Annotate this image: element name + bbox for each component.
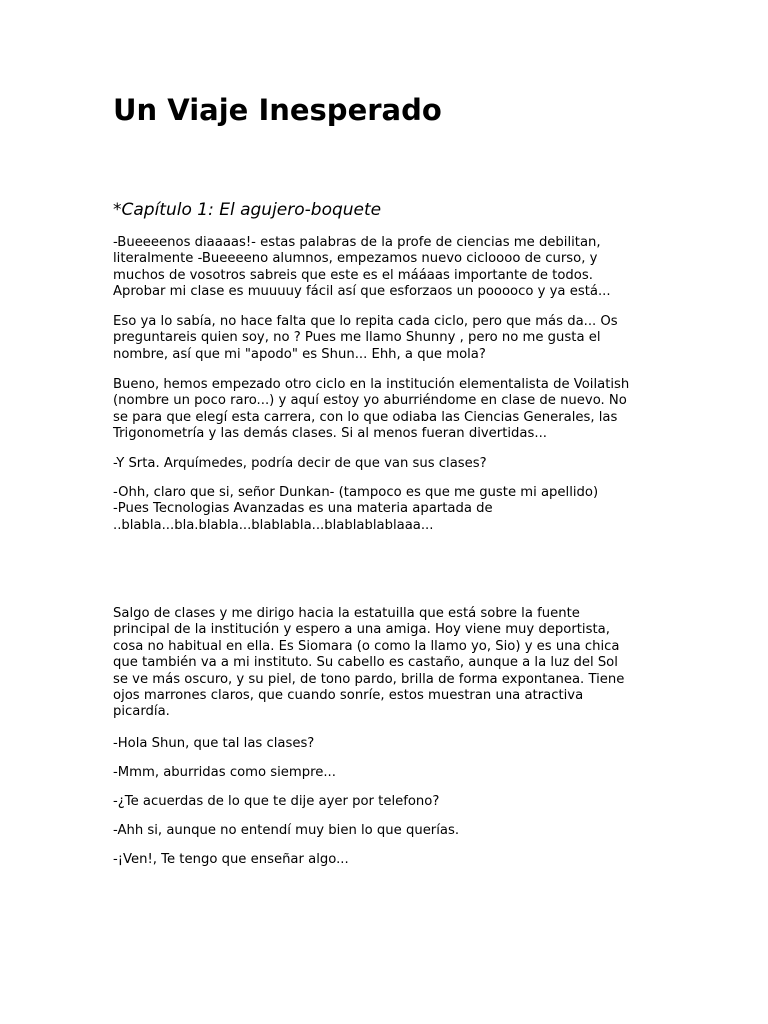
paragraph bbox=[113, 235, 643, 301]
paragraph-line: que también va a mi instituto. Su cabello es castaño, aunque a la luz del Sol bbox=[113, 655, 618, 671]
paragraph-line: Bueno, hemos empezado otro ciclo en la institución elementalista de Voilatish bbox=[113, 377, 630, 392]
paragraph-line: Aprobar mi clase es muuuuy fácil así que esforzaos un pooooco y ya está... bbox=[113, 284, 611, 300]
paragraph-line: -Bueeeenos diaaaas!- estas palabras de la profe de ciencias me debilitan, bbox=[113, 235, 601, 250]
paragraph-line: se ve más oscuro, y su piel, de tono pardo, brilla de forma expontanea. Tiene bbox=[113, 671, 625, 687]
paragraph bbox=[113, 485, 643, 534]
paragraph bbox=[113, 736, 643, 752]
paragraph-line: cosa no habitual en ella. Es Siomara (o como la llamo yo, Sio) y es una chica bbox=[113, 638, 620, 654]
paragraph-line: nombre, así que mi "apodo" es Shun... Ehh, a que mola? bbox=[113, 346, 486, 362]
paragraph bbox=[113, 765, 643, 781]
paragraph-line: -Y Srta. Arquímedes, podría decir de que van sus clases? bbox=[113, 456, 487, 471]
paragraph bbox=[113, 314, 643, 363]
paragraph-line: -Ahh si, aunque no entendí muy bien lo que querías. bbox=[113, 823, 460, 838]
paragraph-line: -¿Te acuerdas de lo que te dije ayer por telefono? bbox=[113, 794, 440, 809]
paragraph-line: (nombre un poco raro...) y aquí estoy yo aburriéndome en clase de nuevo. No bbox=[113, 393, 627, 409]
paragraph-line: -¡Ven!, Te tengo que enseñar algo... bbox=[113, 852, 349, 867]
paragraph-line: se para que elegí esta carrera, con lo que odiaba las Ciencias Generales, las bbox=[113, 409, 618, 425]
paragraph bbox=[113, 794, 643, 810]
paragraph-line: literalmente -Bueeeeno alumnos, empezamos nuevo cicloooo de curso, y bbox=[113, 251, 598, 267]
paragraph-line: -Pues Tecnologias Avanzadas es una materia apartada de bbox=[113, 501, 493, 517]
paragraph bbox=[113, 606, 643, 721]
paragraph-line: Eso ya lo sabía, no hace falta que lo repita cada ciclo, pero que más da... Os bbox=[113, 314, 618, 329]
paragraph bbox=[113, 456, 643, 472]
paragraph bbox=[113, 377, 643, 443]
paragraph bbox=[113, 852, 643, 868]
paragraph-line: principal de la institución y espero a una amiga. Hoy viene muy deportista, bbox=[113, 622, 610, 638]
paragraph-line: Salgo de clases y me dirigo hacia la estatuilla que está sobre la fuente bbox=[113, 606, 580, 621]
chapter-heading: *Capítulo 1: El agujero-boquete bbox=[113, 200, 382, 220]
paragraph-line: ojos marrones claros, que cuando sonríe, estos muestran una atractiva bbox=[113, 688, 584, 704]
paragraph-line: preguntareis quien soy, no ? Pues me llamo Shunny , pero no me gusta el bbox=[113, 330, 601, 346]
paragraph-line: -Ohh, claro que si, señor Dunkan- (tampoco es que me guste mi apellido) bbox=[113, 485, 599, 500]
paragraph-line: muchos de vosotros sabreis que este es el mááaas importante de todos. bbox=[113, 267, 593, 283]
paragraph-line: -Mmm, aburridas como siempre... bbox=[113, 765, 336, 780]
paragraph-line: -Hola Shun, que tal las clases? bbox=[113, 736, 315, 751]
paragraph-line: picardía. bbox=[113, 704, 170, 720]
document-title: Un Viaje Inesperado bbox=[113, 93, 442, 127]
paragraph bbox=[113, 823, 643, 839]
paragraph-line: Trigonometría y las demás clases. Si al menos fueran divertidas... bbox=[113, 426, 547, 442]
paragraph-line: ..blabla...bla.blabla...blablabla...blablablablaaa... bbox=[113, 517, 434, 533]
